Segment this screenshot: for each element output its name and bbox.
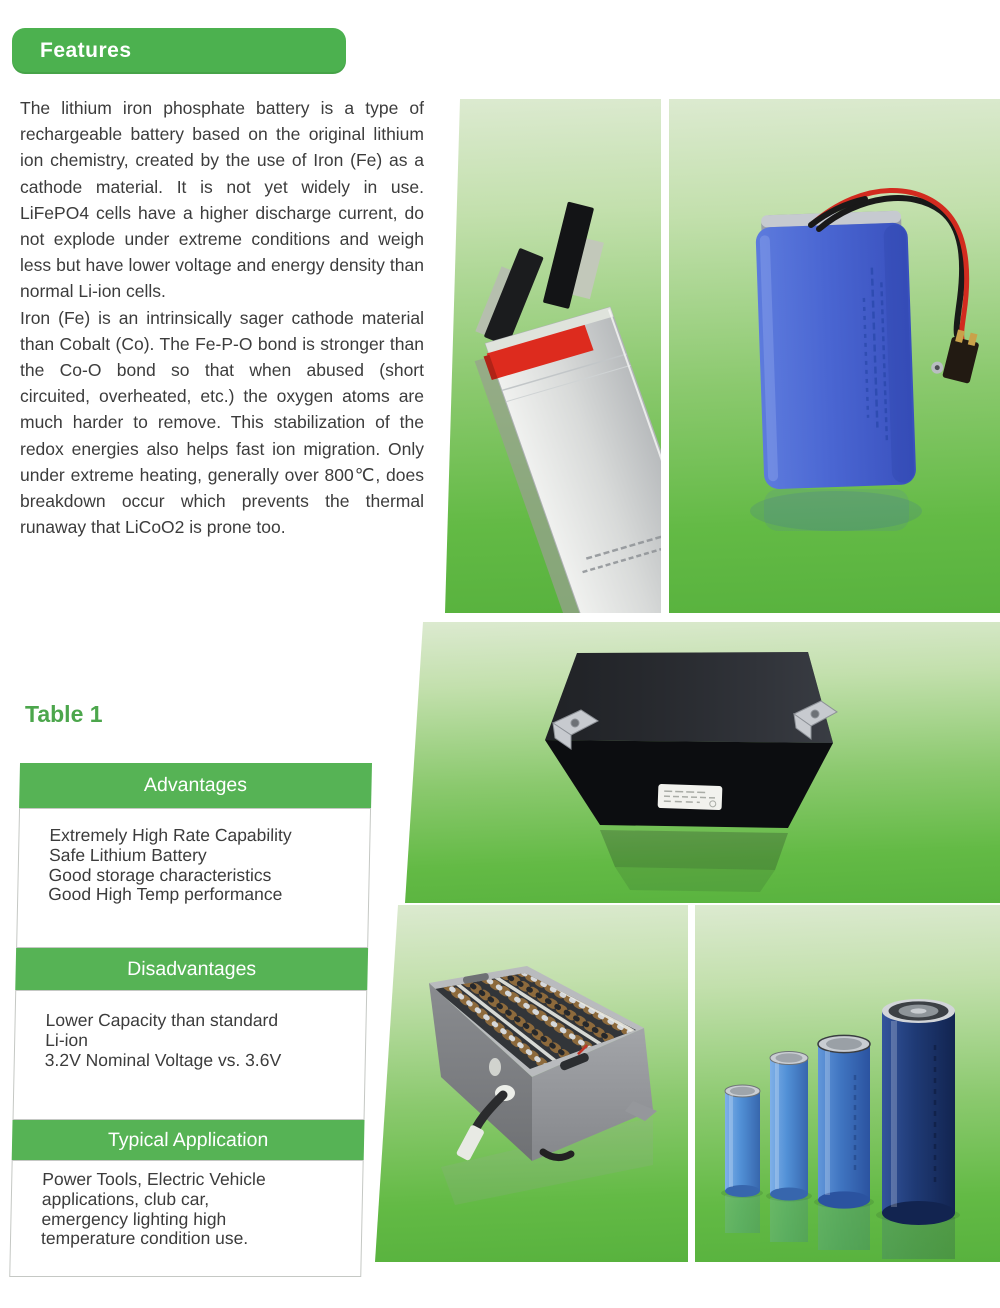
- table1: [9, 763, 372, 1277]
- battery-bank-image: [375, 905, 688, 1262]
- box-front-face: [545, 740, 833, 828]
- pack-body: [755, 210, 916, 489]
- cylindrical-cells-image: [695, 905, 1000, 1262]
- pouch-cell-illustration: [445, 99, 661, 613]
- intro-paragraph-1: The lithium iron phosphate battery is a type of rechargeable battery based on the original lithium ion chemistry, created by the use of Iron (Fe) as a cathode material. It is not yet widely in use. LiFePO4 cells have a higher discharge current, do not explode under extreme conditions and weigh less but have lower voltage and energy density than normal Li-ion cells.: [20, 98, 424, 302]
- pouch-body: [470, 307, 661, 613]
- advantages-body: Extremely High Rate Capability Safe Lithium Battery Good storage characteristics Good High Temp performance: [16, 808, 371, 948]
- disadvantages-body: Lower Capacity than standard Li-ion 3.2V Nominal Voltage vs. 3.6V: [13, 990, 368, 1120]
- box-label: [658, 784, 723, 810]
- disadvantages-header: Disadvantages: [15, 948, 368, 990]
- box-reflection: [600, 830, 788, 870]
- battery-box-image: [405, 622, 1000, 903]
- battery-pack-illustration: [669, 99, 1000, 613]
- table1-title: Table 1: [25, 701, 103, 727]
- intro-text: [20, 95, 424, 540]
- features-title: Features: [40, 39, 132, 62]
- battery-pack-image: [669, 99, 1000, 613]
- features-banner: [12, 28, 346, 74]
- typical-application-body: Power Tools, Electric Vehicle applications, club car, emergency lighting high temperature condition use.: [9, 1160, 363, 1277]
- bank-cable-connector: [456, 1124, 485, 1161]
- cylindrical-cells-illustration: [695, 905, 1000, 1262]
- intro-paragraph-2: Iron (Fe) is an intrinsically sager cathode material than Cobalt (Co). The Fe-P-O bond is stronger than the Co-O bond so that when abused (short circuited, overheated, etc.) the oxygen atoms are much harder to remove. This stabilization of the redox energies also helps fast ion migration. Only under extreme heating, generally over 800℃, does breakdown occur which prevents the thermal runaway that LiCoO2 is prone too.: [20, 307, 424, 538]
- battery-box-illustration: [405, 622, 1000, 903]
- pouch-cell-image: [445, 99, 661, 613]
- battery-bank-illustration: [375, 905, 688, 1262]
- typical-application-header: Typical Application: [12, 1120, 365, 1160]
- advantages-header: Advantages: [19, 763, 372, 808]
